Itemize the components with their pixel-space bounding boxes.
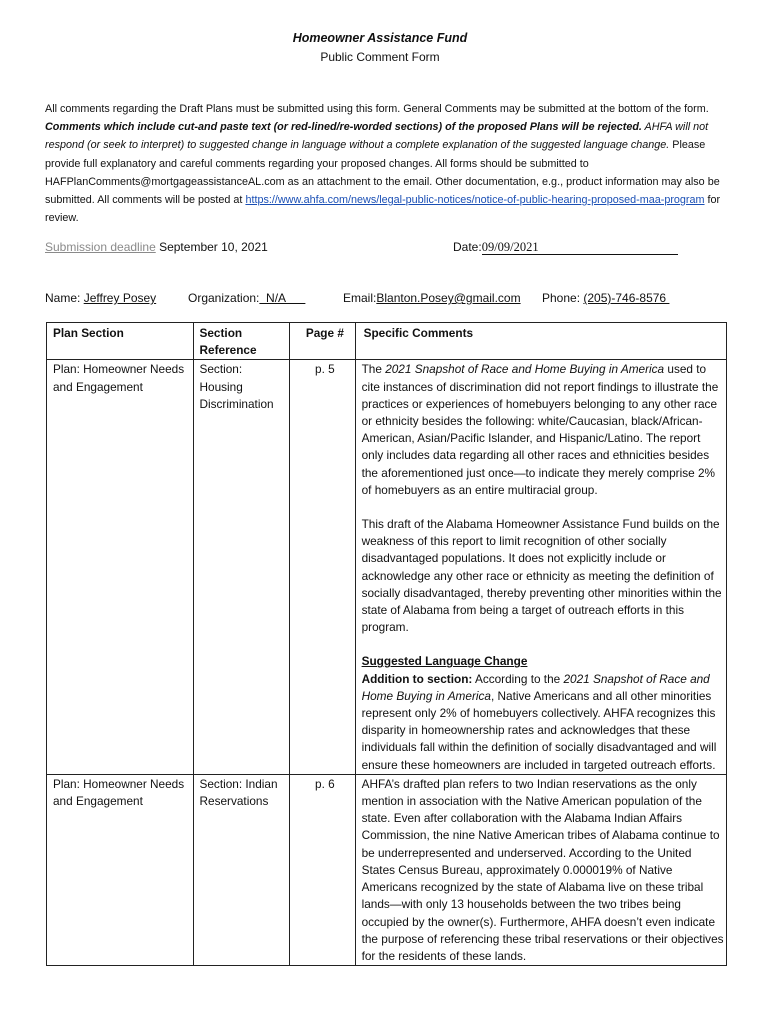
comment-paragraph: [362, 361, 725, 499]
organization-field[interactable]: N/A: [259, 291, 306, 305]
instructions-text: All comments regarding the Draft Plans must be submitted using this form. General Comments may be submitted at the bottom of the form.: [45, 103, 709, 115]
comments-table: [46, 322, 727, 966]
instructions-warning: Comments which include cut-and paste text (or red-lined/re-worded sections) of the proposed Plans will be rejected.: [45, 121, 642, 134]
instructions-note: AHFA will not respond (or seek to interpret) to suggested change in language without a complete explanation of the suggested language change.: [45, 121, 709, 152]
header-plan-section: Plan Section: [47, 323, 194, 360]
organization-block: [188, 291, 305, 305]
table-header-row: [47, 323, 727, 360]
phone-block: [542, 291, 669, 305]
page-number-cell: p. 6: [290, 774, 355, 965]
specific-comments-cell: AHFA’s drafted plan refers to two Indian reservations as the only mention in association with the Native American population of the state. Even after collaboration with the Alabama Indian Affairs Commission, the nine Native American tribes of Alabama continue to be underrepresented and underserved. According to the United States Census Bureau, approximately 0.000019% of Native Americans recognized by the state of Alabama live on these tribal lands—with only 13 households between the two tribes being occupied by the owner(s). Furthermore, AHFA doesn’t even indicate the purpose of referencing these tribal reservations or their objectives for the residents of these lands.: [355, 774, 726, 965]
name-field[interactable]: Jeffrey Posey: [83, 291, 157, 305]
header-page-number: Page #: [290, 323, 355, 360]
public-notice-link[interactable]: https://www.ahfa.com/news/legal-public-notices/notice-of-public-hearing-proposed-maa-program: [245, 194, 705, 207]
phone-label: Phone:: [542, 291, 584, 305]
email-block: [343, 291, 521, 305]
suggested-change-heading: Suggested Language Change: [361, 654, 528, 669]
instructions-paragraph: [45, 100, 725, 227]
suggested-language-change: [362, 653, 725, 773]
date-label: Date:: [453, 240, 482, 254]
section-reference-cell: Section: Indian Reservations: [193, 774, 290, 965]
plan-section-cell: Plan: Homeowner Needs and Engagement: [47, 360, 194, 774]
report-title: 2021 Snapshot of Race and Home Buying in America: [385, 362, 665, 377]
submission-deadline-value: September 10, 2021: [155, 240, 268, 254]
form-title: Homeowner Assistance Fund: [292, 31, 468, 45]
specific-comments-cell: [355, 360, 726, 774]
table-row: [47, 360, 727, 774]
page-number-cell: p. 5: [290, 360, 355, 774]
table-row: [47, 774, 727, 965]
comment-paragraph: This draft of the Alabama Homeowner Assistance Fund builds on the weakness of this report to limit recognition of other socially disadvantaged populations. It does not explicitly include or acknowledge any other race or ethnicity as meeting the definition of socially disadvantaged, thereby preventing other minorities within the state of Alabama from being a target of outreach efforts in this program.: [361, 517, 722, 635]
comment-text: , Native Americans and all other minorities represent only 2% of homebuyers collectively. AHFA recognizes this disparity in homeownership rates and acknowledges that these individuals fall within the definition of socially disadvantaged and will ensure these homeowners are included in targeted outreach efforts.: [361, 688, 717, 772]
instructions-text-continued: Please provide full explanatory and careful comments regarding your proposed changes. All forms should be submitted to HAFPlanComments@mortgageassistanceAL.com as an attachment to the email. Other documentation, e.g., product information may also be submitted. All comments will be posted at: [45, 139, 720, 207]
report-title: 2021 Snapshot of Race and Home Buying in America: [361, 671, 710, 703]
plan-section-cell: Plan: Homeowner Needs and Engagement: [47, 774, 194, 965]
organization-label: Organization:: [188, 291, 260, 305]
section-reference-cell: Section: Housing Discrimination: [193, 360, 290, 774]
submitter-row: [45, 291, 745, 309]
phone-field[interactable]: (205)-746-8576: [583, 291, 670, 305]
comment-text: According to the: [472, 671, 564, 686]
email-field[interactable]: Blanton.Posey@gmail.com: [376, 291, 521, 305]
instructions-text-end: for review.: [45, 194, 721, 225]
form-subtitle: Public Comment Form: [320, 50, 440, 64]
email-label: Email:: [343, 291, 377, 305]
deadline-row: [45, 240, 725, 258]
header-section-reference: Section Reference: [193, 323, 290, 360]
date-field[interactable]: 09/09/2021: [482, 241, 678, 255]
date-block: [453, 240, 678, 255]
submission-deadline-label: Submission deadline: [45, 240, 156, 254]
comment-text: used to cite instances of discrimination did not report findings to illustrate the practices or experiences of homebuyers belonging to any other race or ethnicity besides the following: white/Caucasian, black/African-American, Asian/Pacific Islander, and Hispanic/Latino. The report only includes data regarding all other races and ethnicities besides the aforementioned just once—to indicate they merely comprise 2% of homebuyers as an entire multiracial group.: [361, 362, 719, 497]
header-specific-comments: Specific Comments: [355, 323, 726, 360]
name-label: Name:: [45, 291, 84, 305]
addition-label: Addition to section:: [361, 671, 473, 686]
comment-text: The: [361, 362, 386, 377]
